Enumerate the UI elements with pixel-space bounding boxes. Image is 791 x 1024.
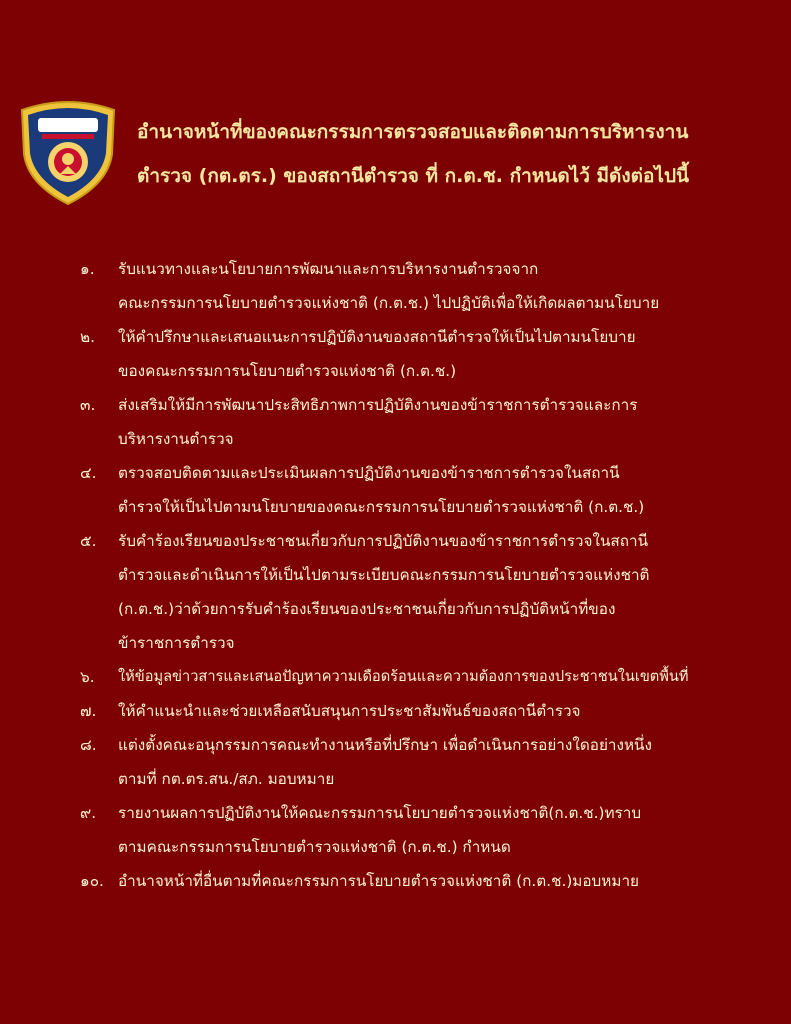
heading-line-1: อำนาจหน้าที่ของคณะกรรมการตรวจสอบและติดตามการบริหารงาน [137, 121, 689, 143]
item-text: ตำรวจและดำเนินการให้เป็นไปตามระเบียบคณะกรรมการนโยบายตำรวจแห่งชาติ [118, 566, 650, 584]
item-number: ๑๐. [80, 872, 104, 890]
item-text: ให้คำปรึกษาและเสนอแนะการปฏิบัติงานของสถานีตำรวจให้เป็นไปตามนโยบาย [118, 328, 636, 346]
heading-line-2: ตำรวจ (กต.ตร.) ของสถานีตำรวจ ที่ ก.ต.ช. กำหนดไว้ มีดังต่อไปนี้ [137, 165, 690, 187]
item-text: แต่งตั้งคณะอนุกรรมการคณะทำงานหรือที่ปรึกษา เพื่อดำเนินการอย่างใดอย่างหนึ่ง [118, 736, 652, 754]
item-text: ข้าราชการตำรวจ [118, 634, 235, 652]
item-text: บริหารงานตำรวจ [118, 430, 234, 448]
list-item [80, 796, 780, 864]
item-number: ๓. [80, 396, 96, 414]
item-number: ๑. [80, 260, 95, 278]
item-text: (ก.ต.ช.)ว่าด้วยการรับคำร้องเรียนของประชาชนเกี่ยวกับการปฏิบัติหน้าที่ของ [118, 600, 616, 618]
list-item [80, 660, 780, 694]
item-number: ๔. [80, 464, 97, 482]
police-badge-logo [14, 96, 122, 206]
duties-list [80, 252, 780, 898]
item-text: อำนาจหน้าที่อื่นตามที่คณะกรรมการนโยบายตำรวจแห่งชาติ (ก.ต.ช.)มอบหมาย [118, 872, 639, 890]
list-item [80, 252, 780, 320]
item-text: ตรวจสอบติดตามและประเมินผลการปฏิบัติงานของข้าราชการตำรวจในสถานี [118, 464, 620, 482]
item-text: รับแนวทางและนโยบายการพัฒนาและการบริหารงานตำรวจจาก [118, 260, 539, 278]
list-item [80, 456, 780, 524]
item-text: ให้คำแนะนำและช่วยเหลือสนับสนุนการประชาสัมพันธ์ของสถานีตำรวจ [118, 702, 581, 720]
page-heading [137, 110, 777, 198]
item-text: ให้ข้อมูลข่าวสารและเสนอปัญหาความเดือดร้อนและความต้องการของประชาชนในเขตพื้นที่ [118, 668, 689, 685]
item-text: ของคณะกรรมการนโยบายตำรวจแห่งชาติ (ก.ต.ช.) [118, 362, 457, 380]
item-number: ๒. [80, 328, 95, 346]
list-item [80, 320, 780, 388]
item-number: ๙. [80, 804, 97, 822]
list-item [80, 864, 780, 898]
list-item [80, 694, 780, 728]
item-text: ส่งเสริมให้มีการพัฒนาประสิทธิภาพการปฏิบัติงานของข้าราชการตำรวจและการ [118, 396, 638, 414]
item-number: ๕. [80, 532, 97, 550]
list-item [80, 388, 780, 456]
item-number: ๖. [80, 668, 95, 686]
item-text: รายงานผลการปฏิบัติงานให้คณะกรรมการนโยบายตำรวจแห่งชาติ(ก.ต.ช.)ทราบ [118, 804, 642, 822]
item-text: ตามคณะกรรมการนโยบายตำรวจแห่งชาติ (ก.ต.ช.) กำหนด [118, 838, 511, 856]
item-number: ๗. [80, 702, 97, 720]
item-text: คณะกรรมการนโยบายตำรวจแห่งชาติ (ก.ต.ช.) ไปปฏิบัติเพื่อให้เกิดผลตามนโยบาย [118, 294, 660, 312]
list-item [80, 728, 780, 796]
item-text: รับคำร้องเรียนของประชาชนเกี่ยวกับการปฏิบัติงานของข้าราชการตำรวจในสถานี [118, 532, 649, 550]
list-item [80, 524, 780, 660]
item-number: ๘. [80, 736, 97, 754]
item-text: ตามที่ กต.ตร.สน./สภ. มอบหมาย [118, 770, 335, 788]
item-text: ตำรวจให้เป็นไปตามนโยบายของคณะกรรมการนโยบายตำรวจแห่งชาติ (ก.ต.ช.) [118, 498, 645, 516]
